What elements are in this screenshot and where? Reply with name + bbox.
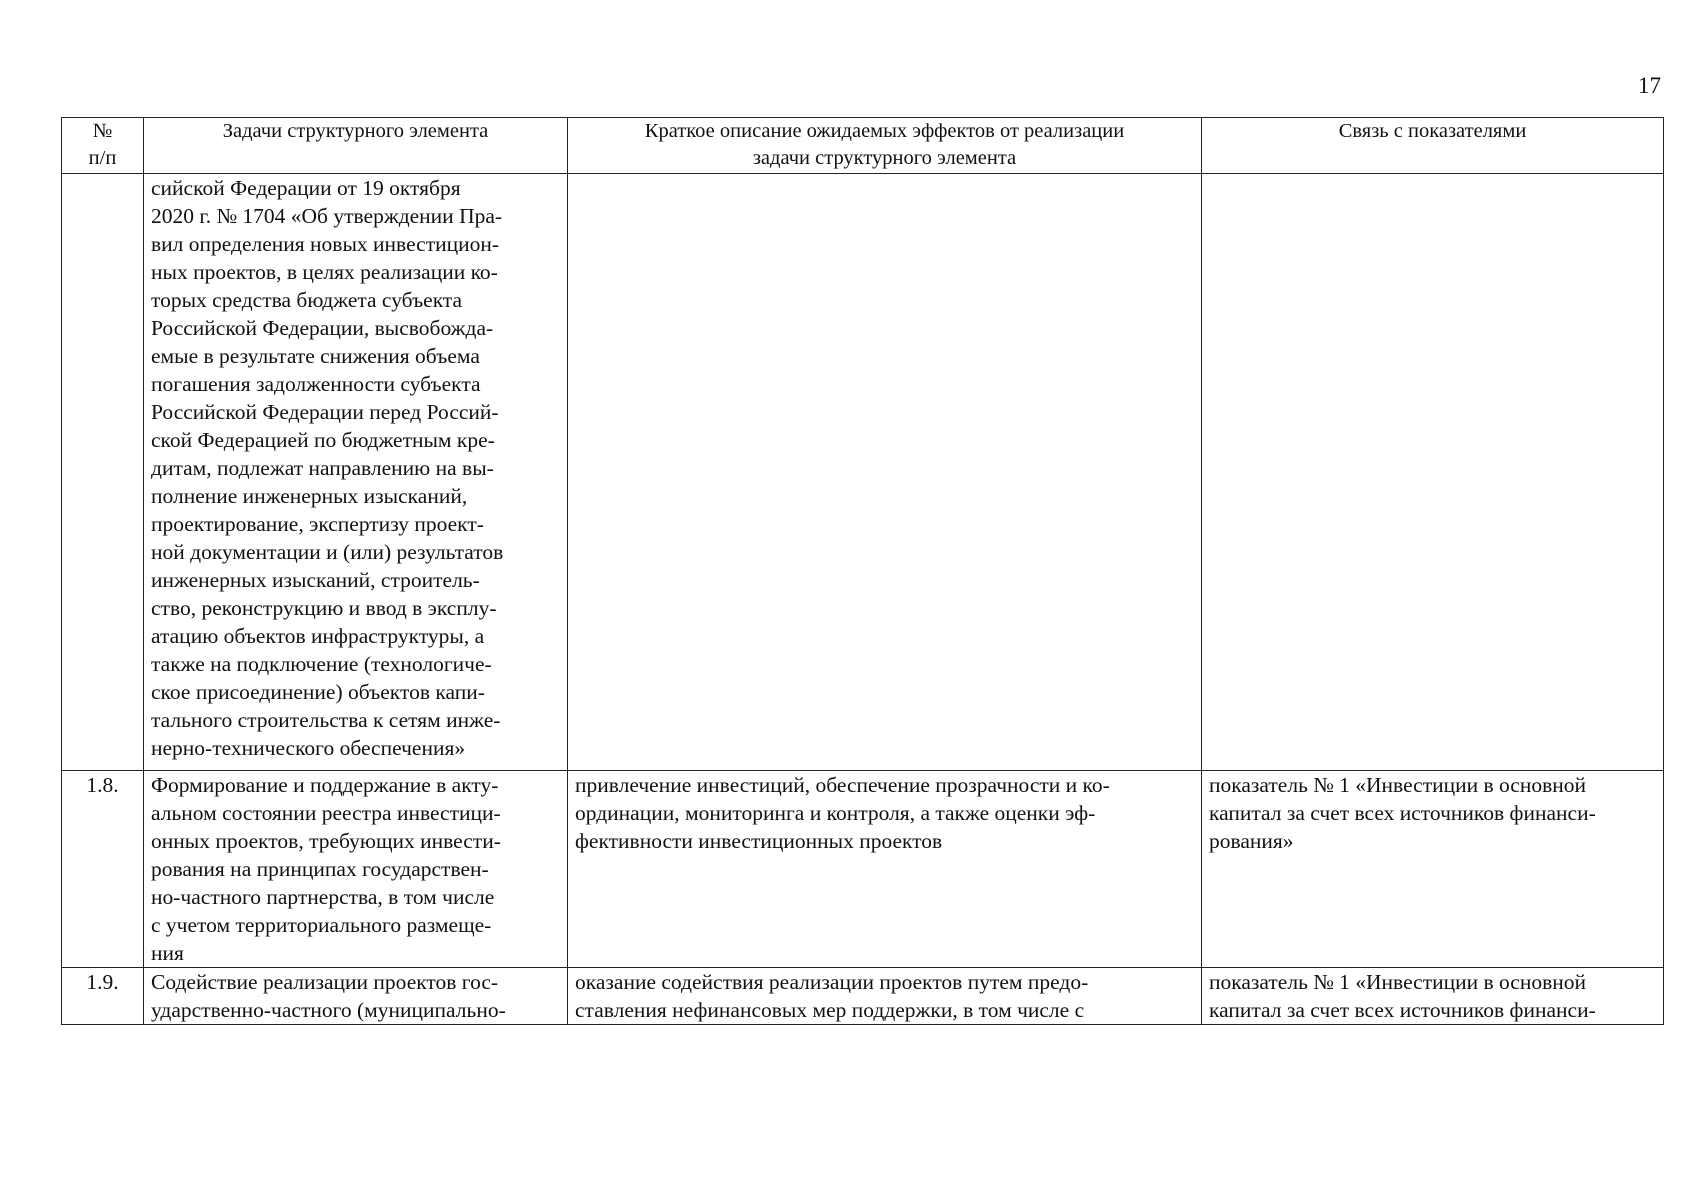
cell-num: 1.9. [62,968,144,1025]
header-desc: Краткое описание ожидаемых эффектов от реализации задачи структурного элемента [568,118,1202,174]
cell-desc [568,174,1202,771]
cell-link [1202,174,1664,771]
cell-task: сийской Федерации от 19 октября 2020 г. № 1704 «Об утверждении Пра- вил определения новых инвестицион- ных проектов, в целях реализации ко- торых средства бюджета субъекта Российской Федерации, высвобожда- емые в результате снижения объема погашения задолженности субъекта Российской Федерации перед Россий- ской Федерацией по бюджетным кре- дитам, подлежат направлению на вы- полнение инженерных изысканий, проектирование, экспертизу проект- ной документации и (или) результатов инженерных изысканий, строитель- ство, реконструкцию и ввод в эксплу- атацию объектов инфраструктуры, а также на подключение (технологиче- ское присоединение) объектов капи- тального строительства к сетям инже- нерно-технического обеспечения» [144,174,568,771]
cell-desc: оказание содействия реализации проектов путем предо- ставления нефинансовых мер поддержки, в том числе с [568,968,1202,1025]
header-link: Связь с показателями [1202,118,1664,174]
cell-link: показатель № 1 «Инвестиции в основной капитал за счет всех источников финанси- [1202,968,1664,1025]
cell-num [62,174,144,771]
cell-link: показатель № 1 «Инвестиции в основной капитал за счет всех источников финанси- рования» [1202,771,1664,968]
cell-num: 1.8. [62,771,144,968]
cell-task: Формирование и поддержание в акту- альном состоянии реестра инвестици- онных проектов, требующих инвести- рования на принципах государствен- но-частного партнерства, в том числе с учетом территориального размеще- ния [144,771,568,968]
table-row [62,771,1664,968]
header-task: Задачи структурного элемента [144,118,568,174]
table-row [62,968,1664,1025]
table-row [62,174,1664,771]
table-header-row [62,118,1664,174]
tasks-table [61,117,1664,1025]
page-number: 17 [1638,73,1661,98]
cell-task: Содействие реализации проектов гос- ударственно-частного (муниципально- [144,968,568,1025]
cell-desc: привлечение инвестиций, обеспечение прозрачности и ко- ординации, мониторинга и контроля, а также оценки эф- фективности инвестиционных проектов [568,771,1202,968]
header-num: № п/п [62,118,144,174]
